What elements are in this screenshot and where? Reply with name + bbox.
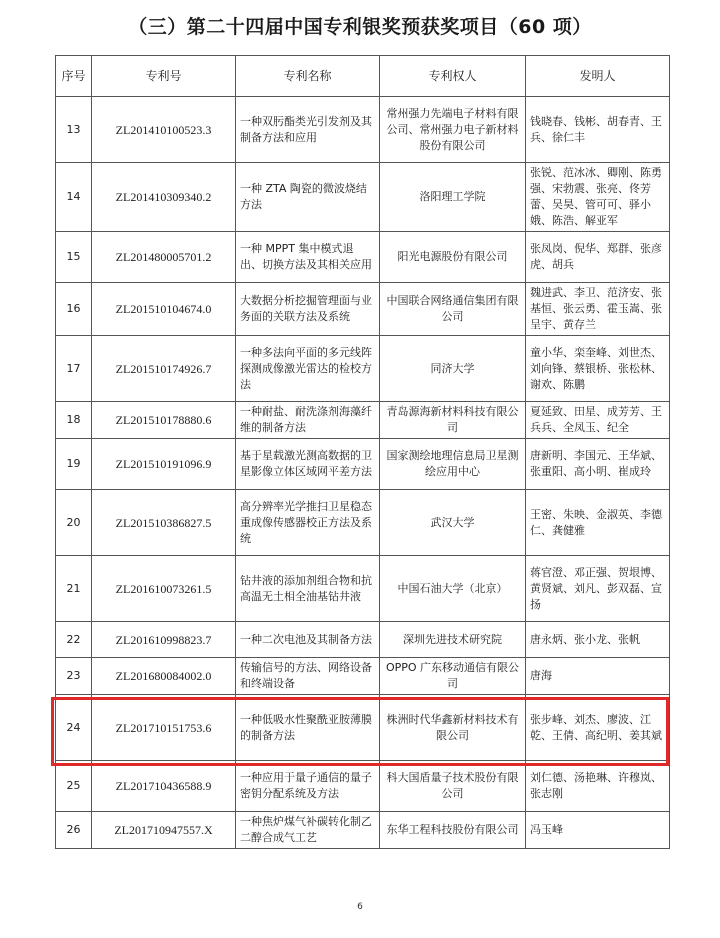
row-seq: 23	[56, 658, 92, 695]
table-row	[56, 761, 670, 812]
table-row	[56, 439, 670, 490]
row-patent-no: ZL201510386827.5	[92, 490, 236, 556]
row-patent-name: 基于星载激光测高数据的卫星影像立体区域网平差方法	[236, 439, 380, 490]
page-title: （三）第二十四届中国专利银奖预获奖项目（60 项）	[128, 16, 592, 38]
highlight-box	[51, 697, 669, 766]
row-inventors: 冯玉峰	[526, 812, 670, 849]
row-patent-no: ZL201710151753.6	[92, 695, 236, 761]
row-seq: 26	[56, 812, 92, 849]
row-seq: 19	[56, 439, 92, 490]
row-patent-name: 高分辨率光学推扫卫星稳态重成像传感器校正方法及系统	[236, 490, 380, 556]
table-row	[56, 658, 670, 695]
row-inventors: 刘仁德、汤艳琳、许穆岚、张志刚	[526, 761, 670, 812]
row-owner: 常州强力先端电子材料有限公司、常州强力电子新材料股份有限公司	[380, 97, 526, 163]
row-seq: 16	[56, 283, 92, 336]
page-number: 6	[357, 902, 363, 912]
row-owner: 洛阳理工学院	[380, 163, 526, 232]
row-owner: 中国石油大学（北京）	[380, 556, 526, 622]
row-inventors: 张锐、范冰冰、卿刚、陈勇强、宋勃震、张亮、佟芳蕾、吴昊、管可可、驿小娥、陈浩、解亚军	[526, 163, 670, 232]
row-patent-no: ZL201710947557.X	[92, 812, 236, 849]
row-seq: 20	[56, 490, 92, 556]
row-owner: 科大国盾量子技术股份有限公司	[380, 761, 526, 812]
table-row	[56, 163, 670, 232]
row-patent-no: ZL201610073261.5	[92, 556, 236, 622]
row-patent-no: ZL201510191096.9	[92, 439, 236, 490]
row-patent-name: 大数据分析挖掘管理面与业务面的关联方法及系统	[236, 283, 380, 336]
row-patent-no: ZL201680084002.0	[92, 658, 236, 695]
column-header-seq: 序号	[56, 56, 92, 97]
table-row	[56, 232, 670, 283]
row-patent-name: 一种耐盐、耐洗涤剂海藻纤维的制备方法	[236, 402, 380, 439]
table-row	[56, 556, 670, 622]
row-inventors: 蒋官澄、邓正强、贺垠博、黄贤斌、刘凡、彭双磊、宣扬	[526, 556, 670, 622]
row-owner: 武汉大学	[380, 490, 526, 556]
row-seq: 15	[56, 232, 92, 283]
row-patent-no: ZL201510104674.0	[92, 283, 236, 336]
row-patent-name: 一种二次电池及其制备方法	[236, 622, 380, 658]
row-owner: 东华工程科技股份有限公司	[380, 812, 526, 849]
row-patent-no: ZL201510178880.6	[92, 402, 236, 439]
row-patent-name: 钻井液的添加剂组合物和抗高温无土相全油基钻井液	[236, 556, 380, 622]
row-owner: 株洲时代华鑫新材料技术有限公司	[380, 695, 526, 761]
row-owner: 同济大学	[380, 336, 526, 402]
column-header-owner: 专利权人	[380, 56, 526, 97]
row-owner: 青岛源海新材料科技有限公司	[380, 402, 526, 439]
row-patent-no: ZL201510174926.7	[92, 336, 236, 402]
row-inventors: 童小华、栾奎峰、刘世杰、刘向锋、蔡银桥、张松林、谢欢、陈鹏	[526, 336, 670, 402]
row-inventors: 唐新明、李国元、王华斌、张重阳、高小明、崔成玲	[526, 439, 670, 490]
row-inventors: 唐海	[526, 658, 670, 695]
table-row	[56, 812, 670, 849]
row-patent-no: ZL201410309340.2	[92, 163, 236, 232]
row-patent-name: 一种 MPPT 集中模式退出、切换方法及其相关应用	[236, 232, 380, 283]
row-inventors: 张凤岗、倪华、郑群、张彦虎、胡兵	[526, 232, 670, 283]
table-row	[56, 402, 670, 439]
row-patent-name: 一种低吸水性聚酰亚胺薄膜的制备方法	[236, 695, 380, 761]
row-patent-name: 一种焦炉煤气补碳转化制乙二醇合成气工艺	[236, 812, 380, 849]
row-owner: 深圳先进技术研究院	[380, 622, 526, 658]
row-patent-no: ZL201410100523.3	[92, 97, 236, 163]
column-header-inventors: 发明人	[526, 56, 670, 97]
row-inventors: 钱晓春、钱彬、胡春青、王兵、徐仁丰	[526, 97, 670, 163]
row-patent-name: 一种双肟酯类光引发剂及其制备方法和应用	[236, 97, 380, 163]
row-owner: OPPO 广东移动通信有限公司	[380, 658, 526, 695]
row-patent-no: ZL201710436588.9	[92, 761, 236, 812]
row-patent-name: 传输信号的方法、网络设备和终端设备	[236, 658, 380, 695]
column-header-patent-name: 专利名称	[236, 56, 380, 97]
row-inventors: 夏延致、田星、成芳芳、王兵兵、全凤玉、纪全	[526, 402, 670, 439]
row-seq: 18	[56, 402, 92, 439]
row-patent-no: ZL201610998823.7	[92, 622, 236, 658]
row-inventors: 唐永炳、张小龙、张帆	[526, 622, 670, 658]
table-row	[56, 97, 670, 163]
row-inventors: 魏进武、李卫、范济安、张基恒、张云勇、霍玉嵩、张呈宇、黄存兰	[526, 283, 670, 336]
row-owner: 国家测绘地理信息局卫星测绘应用中心	[380, 439, 526, 490]
row-patent-name: 一种多法向平面的多元线阵探测成像激光雷达的检校方法	[236, 336, 380, 402]
row-seq: 14	[56, 163, 92, 232]
row-patent-no: ZL201480005701.2	[92, 232, 236, 283]
table-header-row	[56, 56, 670, 97]
row-seq: 21	[56, 556, 92, 622]
table-row	[56, 336, 670, 402]
row-inventors: 王密、朱映、金淑英、李德仁、龚健雅	[526, 490, 670, 556]
row-seq: 13	[56, 97, 92, 163]
row-owner: 中国联合网络通信集团有限公司	[380, 283, 526, 336]
row-owner: 阳光电源股份有限公司	[380, 232, 526, 283]
row-patent-name: 一种 ZTA 陶瓷的微波烧结方法	[236, 163, 380, 232]
column-header-patent-no: 专利号	[92, 56, 236, 97]
row-seq: 24	[56, 695, 92, 761]
table-row	[56, 622, 670, 658]
row-seq: 17	[56, 336, 92, 402]
row-seq: 25	[56, 761, 92, 812]
table-row	[56, 490, 670, 556]
row-inventors: 张步峰、刘杰、廖波、江乾、王倩、高纪明、姜其斌	[526, 695, 670, 761]
table-row	[56, 283, 670, 336]
row-seq: 22	[56, 622, 92, 658]
row-patent-name: 一种应用于量子通信的量子密钥分配系统及方法	[236, 761, 380, 812]
